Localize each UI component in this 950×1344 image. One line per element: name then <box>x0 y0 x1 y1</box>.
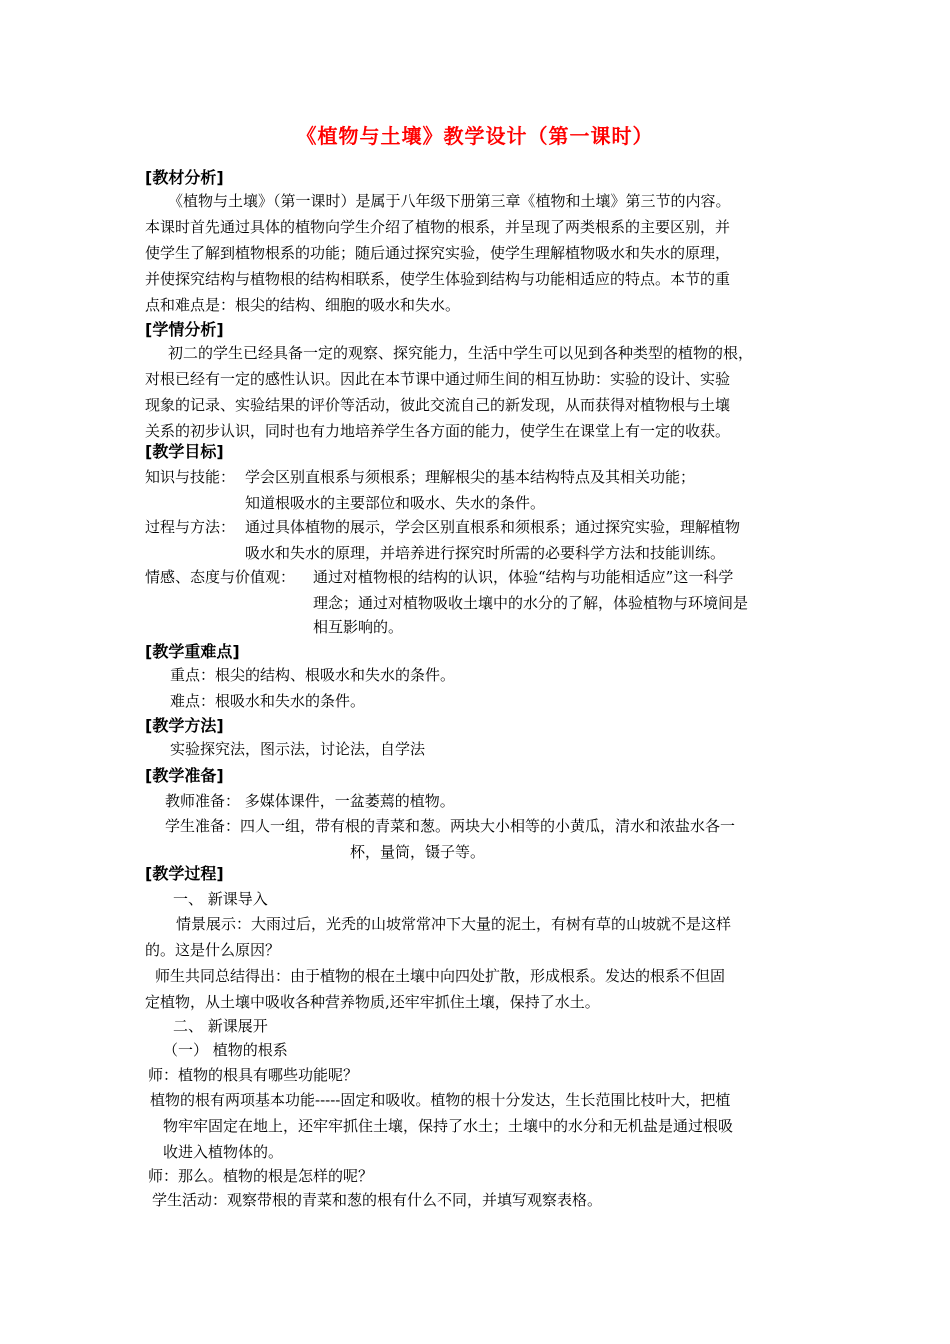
process-line-11: 收进入植物体的。 <box>163 1143 284 1161</box>
goal-process-line-1: 通过具体植物的展示，学会区别直根系和须根系；通过探究实验，理解植物 <box>245 518 741 536</box>
process-line-10: 物牢牢固定在地上，还牢牢抓住土壤，保持了水土；土壤中的水分和无机盐是通过根吸 <box>163 1117 734 1135</box>
difficult-point-line: 难点：根吸水和失水的条件。 <box>170 692 366 710</box>
goal-emotion-label: 情感、态度与价值观： <box>145 568 296 586</box>
methods-line: 实验探究法，图示法，讨论法，自学法 <box>170 740 426 758</box>
goal-emotion-line-2: 理念；通过对植物吸收土壤中的水分的了解，体验植物与环境间是 <box>313 594 749 612</box>
prep-student-line-2: 杯，量筒，镊子等。 <box>350 843 486 861</box>
process-line-12: 师：那么。植物的根是怎样的呢？ <box>148 1167 374 1185</box>
students-line-3: 现象的记录、实验结果的评价等活动，彼此交流自己的新发现，从而获得对植物根与土壤 <box>145 396 731 414</box>
analysis-line-5: 点和难点是：根尖的结构、细胞的吸水和失水。 <box>145 296 461 314</box>
document-title: 《植物与土壤》教学设计（第一课时） <box>296 124 654 148</box>
process-line-8: 师：植物的根具有哪些功能呢？ <box>148 1066 359 1084</box>
heading-teaching-process: [教学过程] <box>145 864 224 883</box>
process-line-4: 师生共同总结得出：由于植物的根在土壤中向四处扩散，形成根系。发达的根系不但固 <box>155 967 726 985</box>
students-line-1: 初二的学生已经具备一定的观察、探究能力，生活中学生可以见到各种类型的植物的根， <box>168 344 754 362</box>
prep-student-line-1: 学生准备：四人一组，带有根的青菜和葱。两块大小相等的小黄瓜，清水和浓盐水各一 <box>165 817 736 835</box>
goal-knowledge-line-1: 学会区别直根系与须根系；理解根尖的基本结构特点及其相关功能； <box>245 468 696 486</box>
analysis-line-2: 本课时首先通过具体的植物向学生介绍了植物的根系，并呈现了两类根系的主要区别，并 <box>145 218 731 236</box>
goal-emotion-line-1: 通过对植物根的结构的认识，体验“结构与功能相适应”这一科学 <box>313 568 734 586</box>
process-line-6: 二、 新课展开 <box>173 1017 268 1035</box>
heading-key-points: [教学重难点] <box>145 642 240 661</box>
heading-teaching-methods: [教学方法] <box>145 716 224 735</box>
heading-student-analysis: [学情分析] <box>145 320 224 339</box>
students-line-2: 对根已经有一定的感性认识。因此在本节课中通过师生间的相互协助：实验的设计、实验 <box>145 370 731 388</box>
analysis-line-1: 《植物与土壤》（第一课时）是属于八年级下册第三章《植物和土壤》第三节的内容。 <box>168 192 731 210</box>
prep-teacher-line: 教师准备： 多媒体课件，一盆萎蔫的植物。 <box>165 792 455 810</box>
analysis-line-4: 并使探究结构与植物根的结构相联系，使学生体验到结构与功能相适应的特点。本节的重 <box>145 270 731 288</box>
process-line-9: 植物的根有两项基本功能-----固定和吸收。植物的根十分发达，生长范围比枝叶大，把植 <box>150 1091 731 1109</box>
goal-process-line-2: 吸水和失水的原理，并培养进行探究时所需的必要科学方法和技能训练。 <box>245 544 726 562</box>
goal-knowledge-line-2: 知道根吸水的主要部位和吸水、失水的条件。 <box>245 494 546 512</box>
goal-knowledge-label: 知识与技能： <box>145 468 236 486</box>
analysis-line-3: 使学生了解到植物根系的功能；随后通过探究实验，使学生理解植物吸水和失水的原理， <box>145 244 731 262</box>
process-line-5: 定植物，从土壤中吸收各种营养物质,还牢牢抓住土壤，保持了水土。 <box>145 993 600 1011</box>
process-line-3: 的。这是什么原因？ <box>145 941 281 959</box>
heading-teaching-goals: [教学目标] <box>145 442 224 461</box>
goal-emotion-line-3: 相互影响的。 <box>313 618 404 636</box>
key-point-line: 重点：根尖的结构、根吸水和失水的条件。 <box>170 666 456 684</box>
goal-process-label: 过程与方法： <box>145 518 236 536</box>
process-line-1: 一、 新课导入 <box>173 890 268 908</box>
process-line-7: （一） 植物的根系 <box>163 1041 288 1059</box>
heading-textbook-analysis: [教材分析] <box>145 168 224 187</box>
process-line-2: 情景展示：大雨过后，光秃的山坡常常冲下大量的泥土，有树有草的山坡就不是这样 <box>176 915 732 933</box>
students-line-4: 关系的初步认识，同时也有力地培养学生各方面的能力，使学生在课堂上有一定的收获。 <box>145 422 731 440</box>
heading-teaching-preparation: [教学准备] <box>145 766 224 785</box>
process-line-13: 学生活动：观察带根的青菜和葱的根有什么不同，并填写观察表格。 <box>152 1191 603 1209</box>
